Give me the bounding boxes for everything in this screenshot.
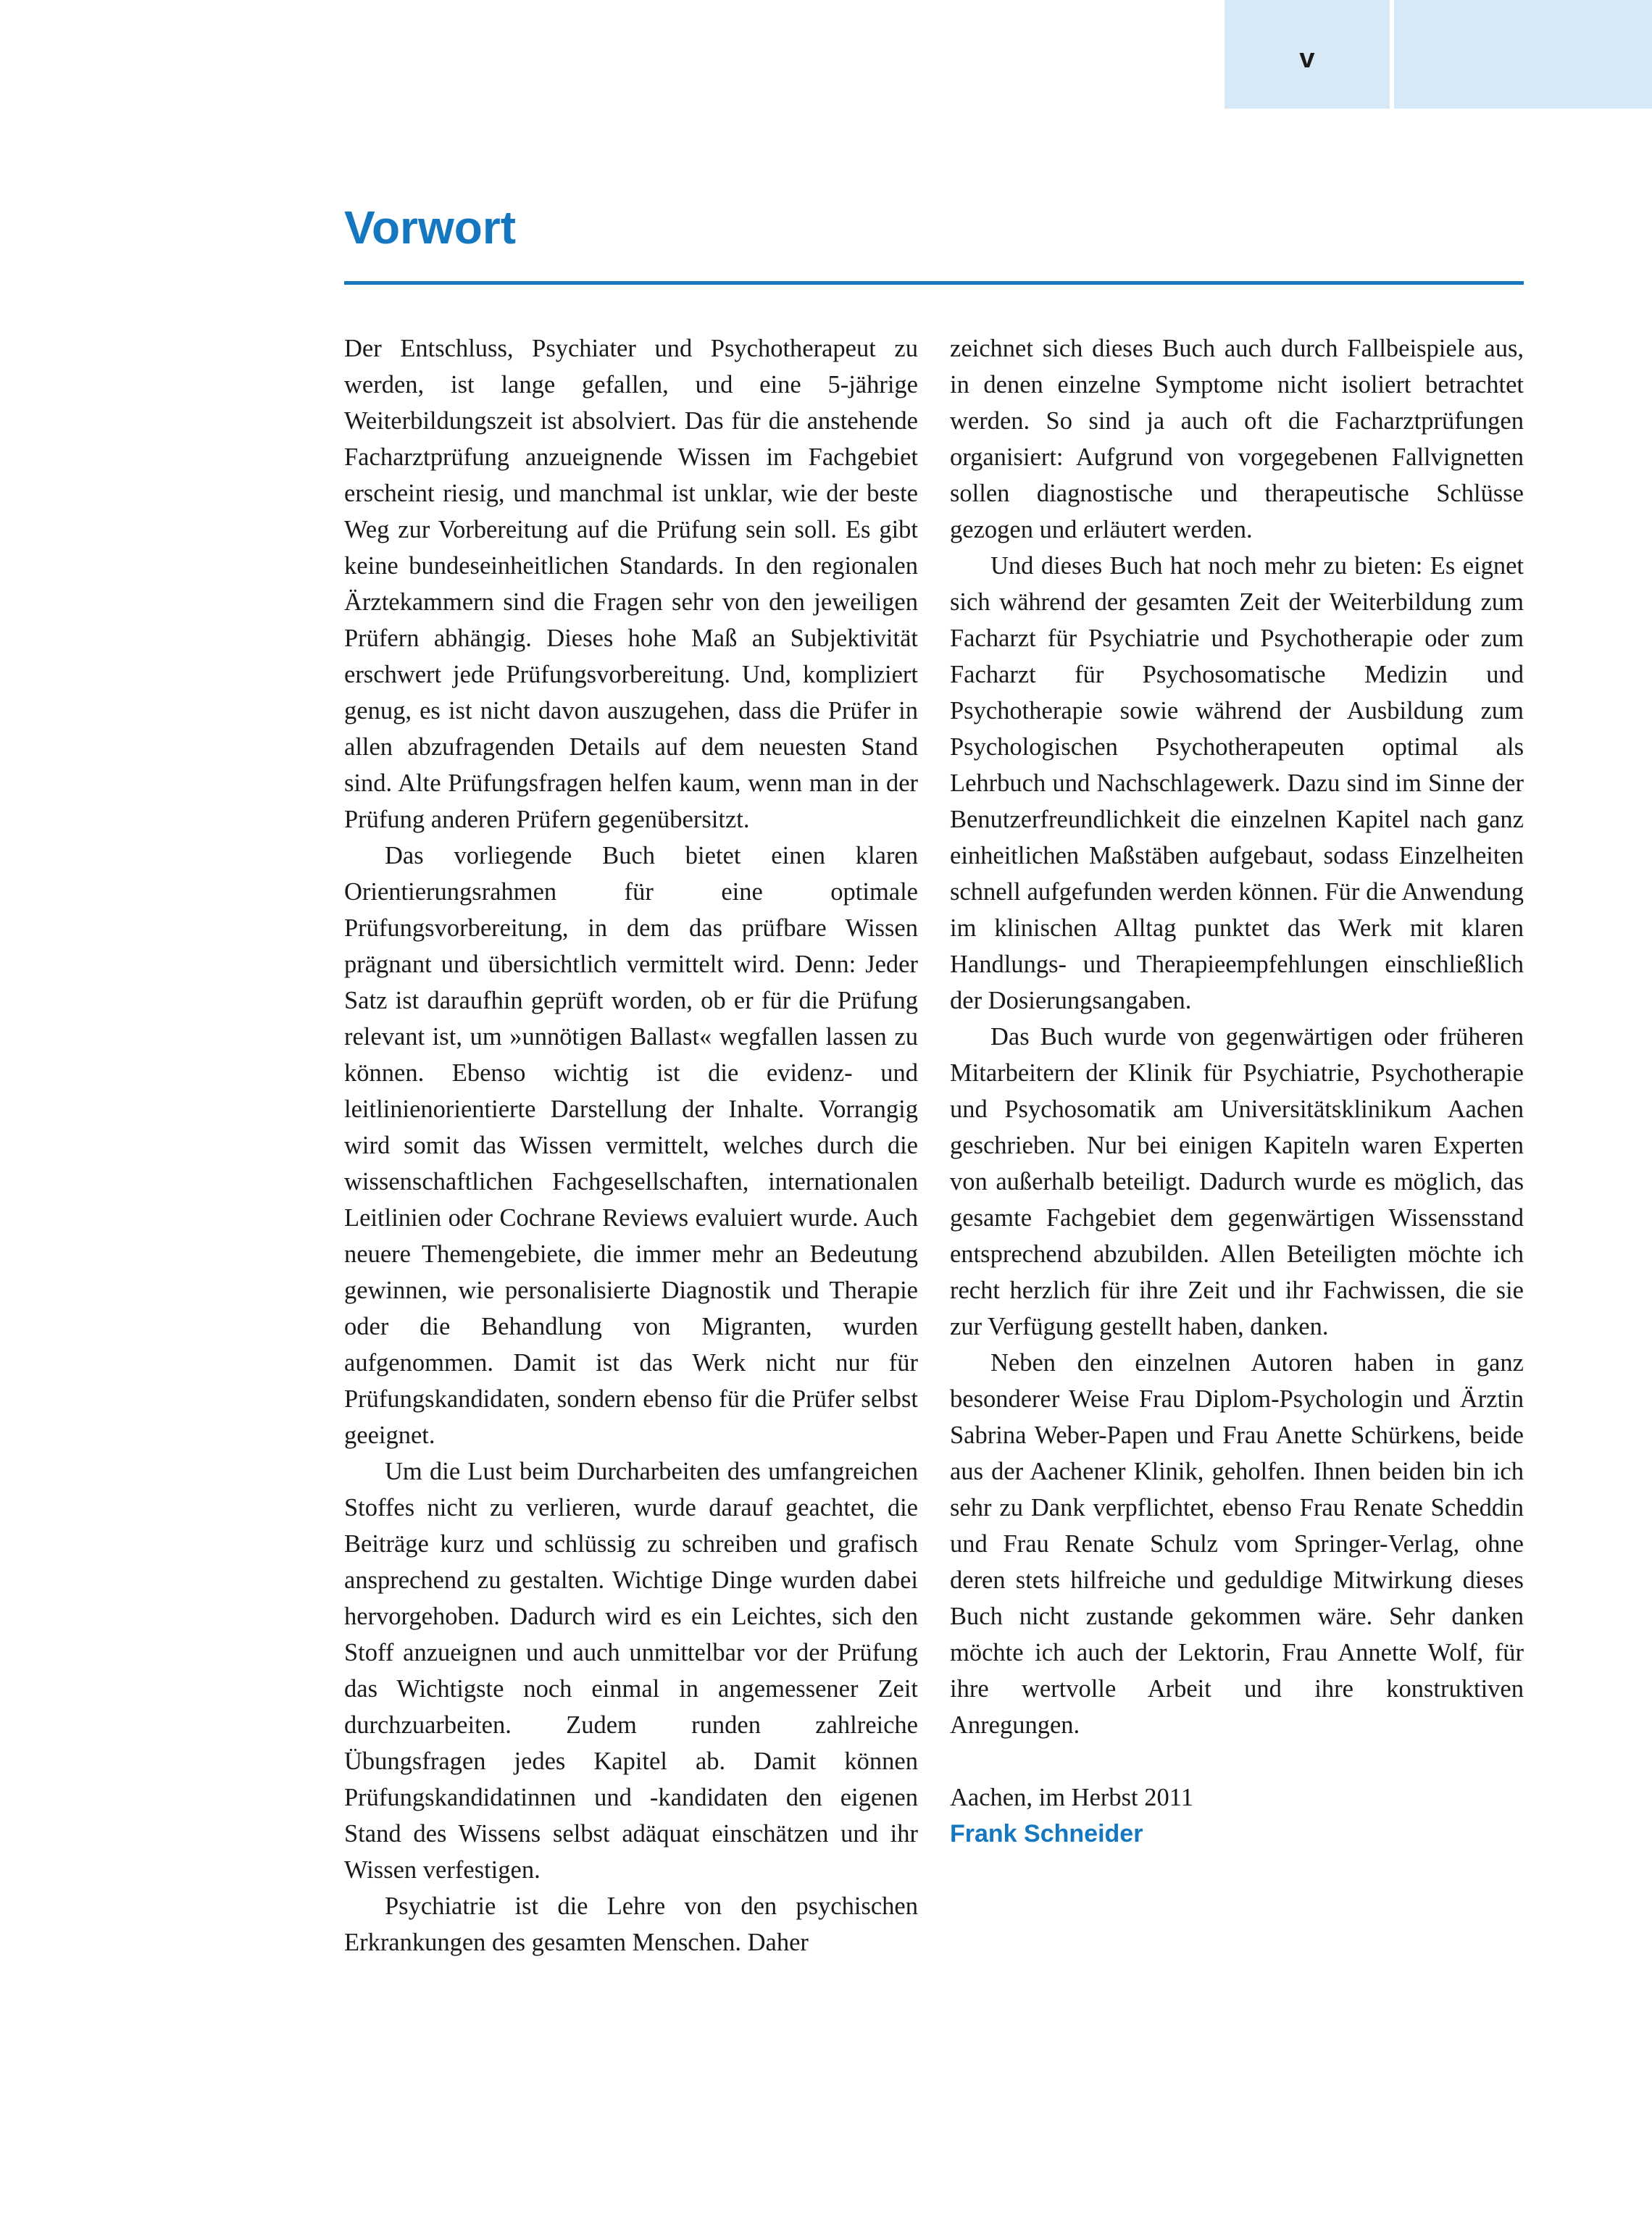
page-tab-extension [1394,0,1652,109]
text-column-right [950,330,1524,1852]
page-number: v [1299,43,1315,74]
paragraph: Der Entschluss, Psychiater und Psychotherapeut zu werden, ist lange gefallen, und eine 5-jährige Weiterbildungszeit ist absolviert. Das für die anstehende Facharztprüfung anzueignende Wissen im Fachgebiet erscheint riesig, und manchmal ist unklar, wie der beste Weg zur Vorbereitung auf die Prüfung sein soll. Es gibt keine bundeseinheitlichen Standards. In den regionalen Ärztekammern sind die Fragen sehr von den jeweiligen Prüfern abhängig. Dieses hohe Maß an Subjektivität erschwert jede Prüfungsvorbereitung. Und, kompliziert genug, es ist nicht davon auszugehen, dass die Prüfer in allen abzufragenden Details auf dem neuesten Stand sind. Alte Prüfungsfragen helfen kaum, wenn man in der Prüfung anderen Prüfern gegenübersitzt. [344,335,918,833]
signoff-place-date: Aachen, im Herbst 2011 [950,1784,1193,1811]
paragraph: Neben den einzelnen Autoren haben in ganz besonderer Weise Frau Diplom-Psychologin und Ärztin Sabrina Weber-Papen und Frau Anette Schürkens, beide aus der Aachener Klinik, geholfen. Ihnen beiden bin ich sehr zu Dank verpflichtet, ebenso Frau Renate Scheddin und Frau Renate Schulz vom Springer-Verlag, ohne deren stets hilfreiche und geduldige Mitwirkung dieses Buch nicht zustande gekommen wäre. Sehr danken möchte ich auch der Lektorin, Frau Annette Wolf, für ihre wertvolle Arbeit und ihre konstruktiven Anregungen. [950,1349,1524,1739]
paragraph: Das vorliegende Buch bietet einen klaren Orientierungsrahmen für eine optimale Prüfungsvorbereitung, in dem das prüfbare Wissen prägnant und übersichtlich vermittelt wird. Denn: Jeder Satz ist daraufhin geprüft worden, ob er für die Prüfung relevant ist, um »unnötigen Ballast« wegfallen lassen zu können. Ebenso wichtig ist die evidenz- und leitlinienorientierte Darstellung der Inhalte. Vorrangig wird somit das Wissen vermittelt, welches durch die wissenschaftlichen Fachgesellschaften, internationalen Leitlinien oder Cochrane Reviews evaluiert wurde. Auch neuere Themengebiete, die immer mehr an Bedeutung gewinnen, wie personalisierte Diagnostik und Therapie oder die Behandlung von Migranten, wurden aufgenommen. Damit ist das Werk nicht nur für Prüfungskandidaten, sondern ebenso für die Prüfer selbst geeignet. [344,842,918,1449]
paragraph: Psychiatrie ist die Lehre von den psychischen Erkrankungen des gesamten Menschen. Daher [344,1892,918,1956]
title-rule [344,281,1524,285]
paragraph: Das Buch wurde von gegenwärtigen oder früheren Mitarbeitern der Klinik für Psychiatrie, Psychotherapie und Psychosomatik am Universitätsklinikum Aachen geschrieben. Nur bei einigen Kapiteln waren Experten von außerhalb beteiligt. Dadurch wurde es möglich, das gesamte Fachgebiet dem gegenwärtigen Wissensstand entsprechend abzubilden. Allen Beteiligten möchte ich recht herzlich für ihre Zeit und ihr Fachwissen, die sie zur Verfügung gestellt haben, danken. [950,1023,1524,1340]
page-title: Vorwort [344,201,517,254]
paragraph: Und dieses Buch hat noch mehr zu bieten: Es eignet sich während der gesamten Zeit der Weiterbildung zum Facharzt für Psychiatrie und Psychotherapie oder zum Facharzt für Psychosomatische Medizin und Psychotherapie sowie während der Ausbildung zum Psychologischen Psychotherapeuten optimal als Lehrbuch und Nachschlagewerk. Dazu sind im Sinne der Benutzerfreundlichkeit die einzelnen Kapitel nach ganz einheitlichen Maßstäben aufgebaut, sodass Einzelheiten schnell aufgefunden werden können. Für die Anwendung im klinischen Alltag punktet das Werk mit klaren Handlungs- und Therapieempfehlungen einschließlich der Dosierungsangaben. [950,552,1524,1014]
text-column-left [344,330,918,1961]
signoff-author: Frank Schneider [950,1820,1143,1848]
paragraph: zeichnet sich dieses Buch auch durch Fallbeispiele aus, in denen einzelne Symptome nicht isoliert betrachtet werden. So sind ja auch oft die Facharztprüfungen organisiert: Aufgrund von vorgegebenen Fallvignetten sollen diagnostische und therapeutische Schlüsse gezogen und erläutert werden. [950,335,1524,543]
paragraph: Um die Lust beim Durcharbeiten des umfangreichen Stoffes nicht zu verlieren, wurde darauf geachtet, die Beiträge kurz und schlüssig zu schreiben und grafisch ansprechend zu gestalten. Wichtige Dinge wurden dabei hervorgehoben. Dadurch wird es ein Leichtes, sich den Stoff anzueignen und auch unmittelbar vor der Prüfung das Wichtigste noch einmal in angemessener Zeit durchzuarbeiten. Zudem runden zahlreiche Übungsfragen jedes Kapitel ab. Damit können Prüfungskandidatinnen und -kandidaten den eigenen Stand des Wissens selbst adäquat einschätzen und ihr Wissen verfestigen. [344,1458,918,1884]
